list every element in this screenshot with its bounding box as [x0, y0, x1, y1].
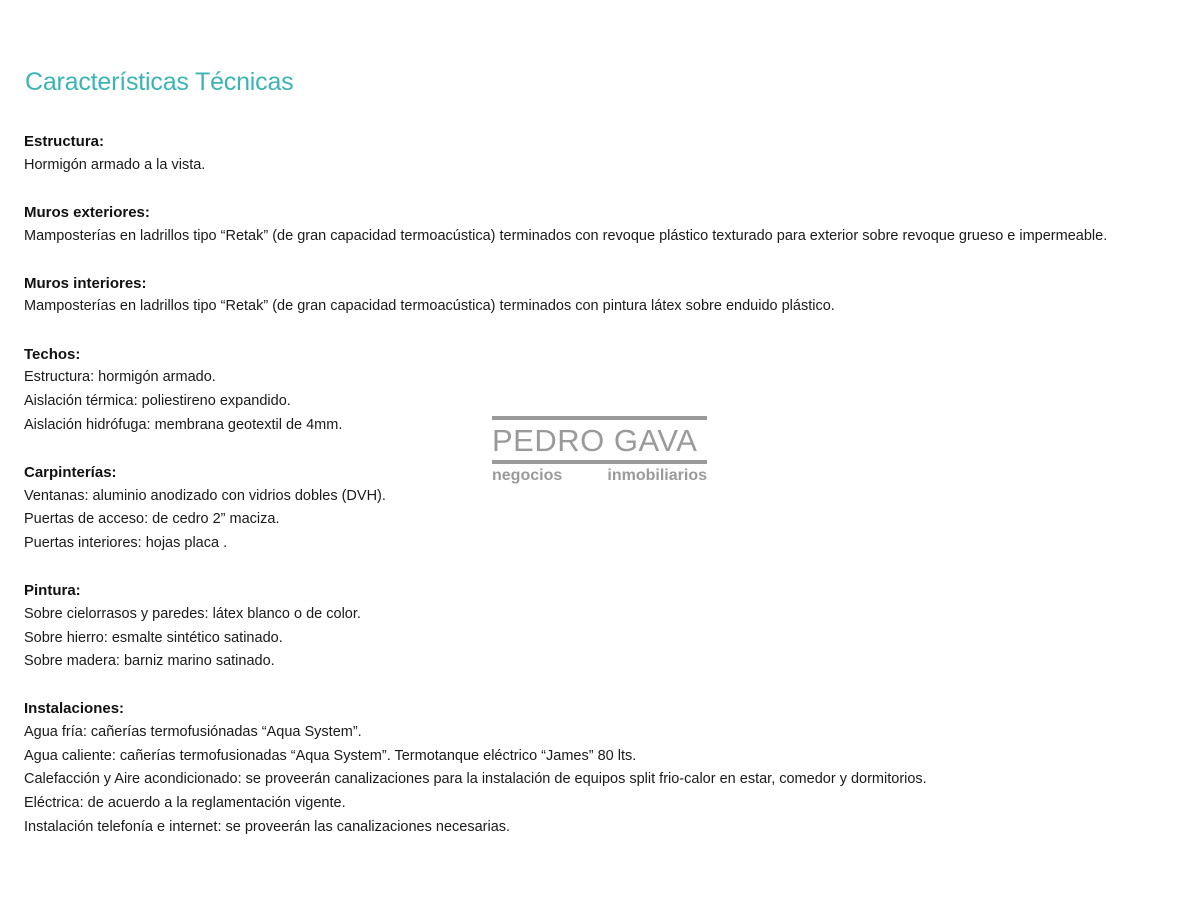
section-heading: Muros exteriores: [24, 203, 150, 221]
spec-section-muros-interiores [24, 272, 1184, 319]
spec-line: Ventanas: aluminio anodizado con vidrios dobles (DVH). [24, 487, 386, 504]
spec-line: Estructura: hormigón armado. [24, 369, 216, 386]
spec-line: Puertas interiores: hojas placa . [24, 534, 228, 551]
watermark-tagline [492, 465, 707, 487]
section-heading: Muros interiores: [24, 274, 147, 292]
spec-line: Mamposterías en ladrillos tipo “Retak” (de gran capacidad termoacústica) terminados con revoque plástico texturado para exterior sobre revoque grueso e impermeable. [24, 227, 1108, 244]
spec-section-estructura [24, 130, 1184, 177]
section-heading: Instalaciones: [24, 700, 125, 718]
spec-line: Sobre hierro: esmalte sintético satinado. [24, 629, 283, 646]
spec-line: Agua fría: cañerías termofusiónadas “Aqua System”. [24, 724, 362, 741]
section-heading: Estructura: [24, 133, 105, 150]
spec-line: Aislación térmica: poliestireno expandido. [24, 393, 291, 409]
spec-line: Eléctrica: de acuerdo a la reglamentación vigente. [24, 795, 346, 812]
section-heading: Carpinterías: [24, 463, 117, 481]
watermark-tag-right: inmobiliarios [607, 467, 707, 484]
watermark-tag-left: negocios [492, 467, 563, 484]
spec-line: Mamposterías en ladrillos tipo “Retak” (de gran capacidad termoacústica) terminados con pintura látex sobre enduido plástico. [24, 298, 835, 315]
page-title: Características Técnicas [25, 68, 294, 96]
section-heading: Techos: [24, 345, 81, 363]
spec-list [24, 130, 1184, 863]
spec-line: Aislación hidrófuga: membrana geotextil de 4mm. [24, 416, 343, 433]
spec-line: Calefacción y Aire acondicionado: se proveerán canalizaciones para la instalación de equipos split frio-calor en estar, comedor y dormitorios. [24, 771, 927, 788]
spec-line: Sobre cielorrasos y paredes: látex blanco o de color. [24, 605, 361, 622]
watermark-top-bar [492, 416, 707, 420]
spec-line: Hormigón armado a la vista. [24, 156, 206, 173]
spec-section-instalaciones [24, 697, 1184, 839]
pedro-gava-watermark-logo [492, 416, 707, 487]
spec-section-pintura [24, 579, 1184, 674]
section-heading: Pintura: [24, 582, 81, 600]
spec-line: Agua caliente: cañerías termofusionadas “Aqua System”. Termotanque eléctrico “James” 80 lts. [24, 747, 637, 764]
spec-line: Puertas de acceso: de cedro 2” maciza. [24, 511, 280, 528]
spec-line: Sobre madera: barniz marino satinado. [24, 653, 275, 670]
watermark-name: PEDRO GAVA [492, 423, 698, 458]
spec-line: Instalación telefonía e internet: se proveerán las canalizaciones necesarias. [24, 818, 511, 835]
spec-section-muros-exteriores [24, 201, 1184, 248]
watermark-bottom-bar [492, 460, 707, 464]
